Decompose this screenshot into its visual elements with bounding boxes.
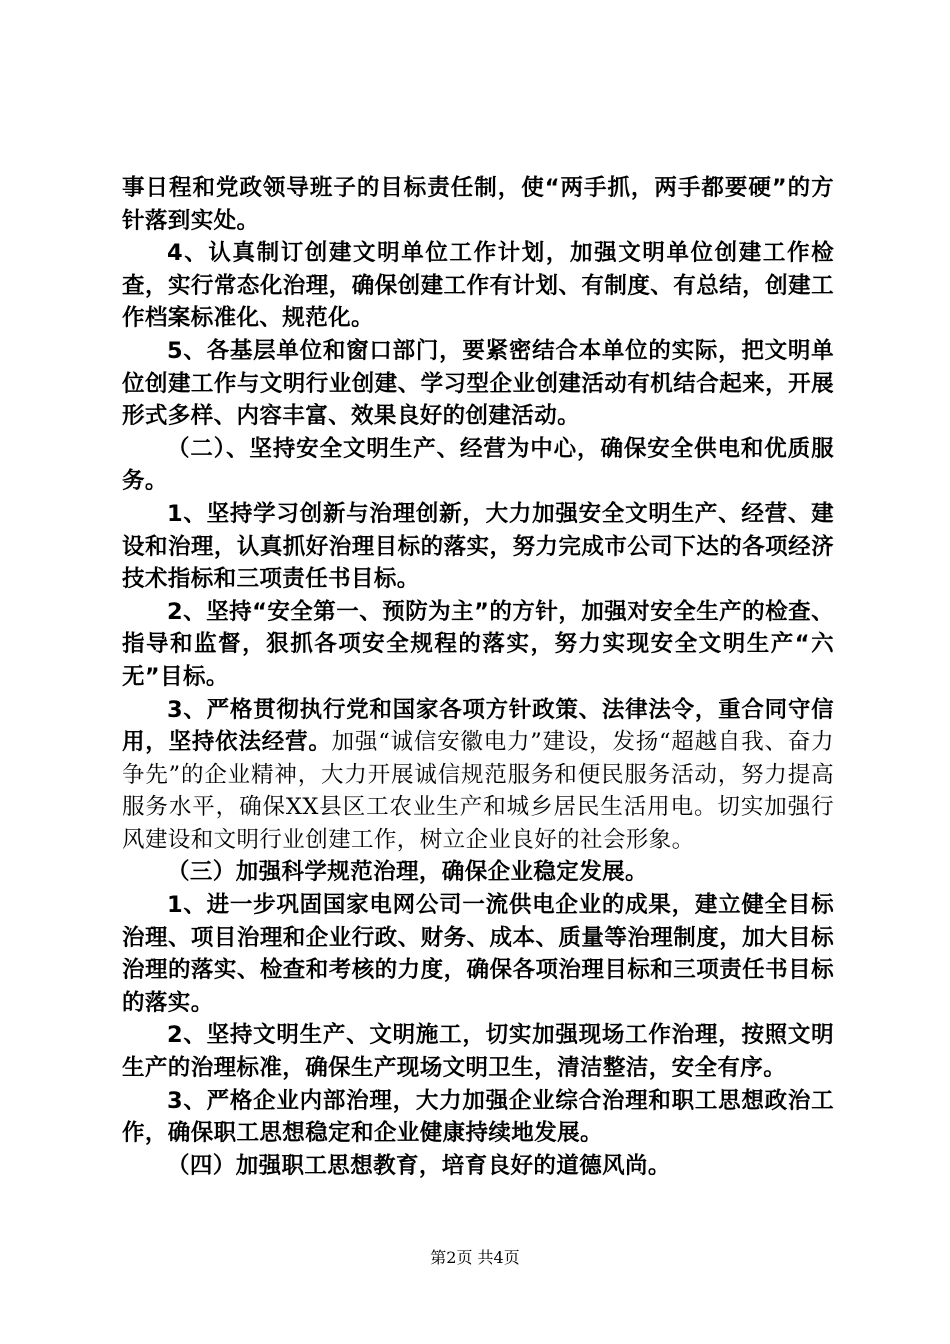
section-heading: （二）、坚持安全文明生产、经营为中心，确保安全供电和优质服务。: [122, 435, 834, 495]
paragraph-bold-part: 3、严格贯彻执行党和国家各项方针政策、法律法令，重合同守信用，坚持依法经营。: [122, 696, 834, 756]
paragraph: 2、坚持“安全第一、预防为主”的方针，加强对安全生产的检查、指导和监督，狠抓各项安全规程的落实，努力实现安全文明生产“六无”目标。: [122, 598, 834, 690]
section-heading: （三）加强科学规范治理，确保企业稳定发展。: [167, 859, 648, 886]
paragraph: 4、认真制订创建文明单位工作计划，加强文明单位创建工作检查，实行常态化治理，确保创建工作有计划、有制度、有总结，创建工作档案标准化、规范化。: [122, 240, 834, 332]
page-number-footer: 第2页 共4页: [430, 1248, 520, 1267]
document-body: [122, 172, 834, 1182]
paragraph: 5、各基层单位和窗口部门，要紧密结合本单位的实际，把文明单位创建工作与文明行业创建、学习型企业创建活动有机结合起来，开展形式多样、内容丰富、效果良好的创建活动。: [122, 337, 834, 430]
section-heading: （四）加强职工思想教育，培育良好的道德风尚。: [167, 1152, 671, 1179]
paragraph: 3、严格企业内部治理，大力加强企业综合治理和职工思想政治工作，确保职工思想稳定和企业健康持续地发展。: [122, 1087, 834, 1147]
paragraph: [122, 694, 834, 857]
paragraph: 2、坚持文明生产、文明施工，切实加强现场工作治理，按照文明生产的治理标准，确保生产现场文明卫生，清洁整洁，安全有序。: [122, 1022, 834, 1082]
paragraph-regular-part: 加强“诚信安徽电力”建设，发扬“超越自我、奋力争先”的企业精神，大力开展诚信规范服务和便民服务活动，努力提高服务水平，确保XX县区工农业生产和城乡居民生活用电。切实加强行风建设和文明行业创建工作，树立企业良好的社会形象。: [122, 729, 834, 853]
paragraph: 1、坚持学习创新与治理创新，大力加强安全文明生产、经营、建设和治理，认真抓好治理目标的落实，努力完成市公司下达的各项经济技术指标和三项责任书目标。: [122, 500, 834, 593]
paragraph: 1、进一步巩固国家电网公司一流供电企业的成果，建立健全目标治理、项目治理和企业行政、财务、成本、质量等治理制度，加大目标治理的落实、检查和考核的力度，确保各项治理目标和三项责任书目标的落实。: [122, 892, 834, 1016]
paragraph: 事日程和党政领导班子的目标责任制，使“两手抓，两手都要硬”的方针落到实处。: [122, 175, 834, 234]
